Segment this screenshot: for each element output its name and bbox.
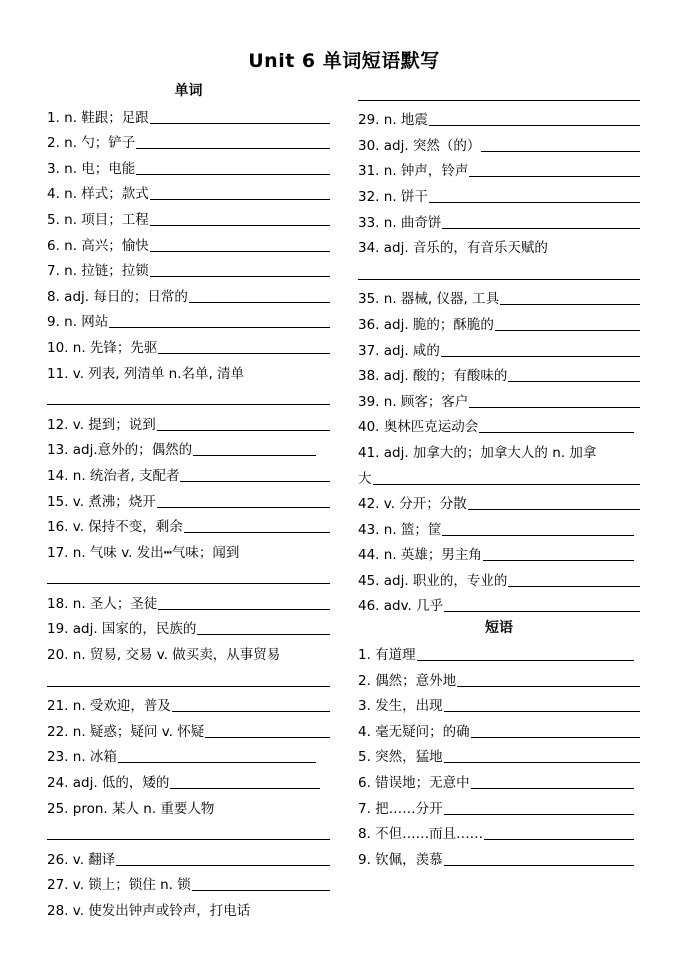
vocab-prompt: 11. v. 列表, 列清单 n.名单, 清单 <box>47 365 245 382</box>
vocab-item <box>358 208 640 234</box>
vocab-prompt: 13. adj.意外的；偶然的 <box>47 442 193 459</box>
answer-continuation-line <box>47 820 330 846</box>
vocab-item <box>358 413 640 439</box>
vocab-item <box>358 640 640 666</box>
vocab-prompt: 24. adj. 低的，矮的 <box>47 775 170 792</box>
answer-blank-line[interactable] <box>444 611 640 612</box>
vocab-item <box>47 461 330 487</box>
vocab-prompt: 45. adj. 职业的，专业的 <box>358 572 508 589</box>
answer-blank-line[interactable] <box>468 509 640 510</box>
answer-blank-line[interactable] <box>192 890 330 891</box>
vocab-prompt: 7. 把……分开 <box>358 800 443 817</box>
answer-blank-line[interactable] <box>172 711 330 712</box>
answer-blank-line[interactable] <box>471 788 634 789</box>
vocab-prompt: 28. v. 使发出钟声或铃声，打电话 <box>47 903 251 919</box>
vocab-item <box>358 592 640 618</box>
vocab-item <box>358 131 640 157</box>
vocab-item <box>47 640 330 666</box>
vocab-item <box>358 285 640 311</box>
vocab-prompt: 4. 毫无疑问；的确 <box>358 723 470 740</box>
answer-blank-line[interactable] <box>469 176 640 177</box>
vocab-item <box>47 768 330 794</box>
vocab-item <box>47 589 330 615</box>
answer-blank-line[interactable] <box>417 660 634 661</box>
vocab-item <box>47 538 330 564</box>
vocab-prompt: 40. 奥林匹克运动会 <box>358 419 479 436</box>
answer-continuation-line <box>358 80 640 106</box>
vocab-prompt: 3. n. 电；电能 <box>47 160 136 177</box>
answer-blank-line[interactable] <box>483 560 634 561</box>
vocab-prompt: 39. n. 顾客；客户 <box>358 393 469 410</box>
vocab-prompt: 大 <box>358 470 372 487</box>
answer-blank-line[interactable] <box>158 609 330 610</box>
vocab-item <box>358 490 640 516</box>
vocab-item <box>358 566 640 592</box>
vocab-prompt: 42. v. 分开；分散 <box>358 496 467 513</box>
vocab-prompt: 18. n. 圣人；圣徒 <box>47 595 158 612</box>
vocab-item <box>47 487 330 513</box>
vocab-prompt: 23. n. 冰箱 <box>47 749 117 766</box>
vocab-prompt: 25. pron. 某人 n. 重要人物 <box>47 800 215 817</box>
vocab-prompt: 8. 不但……而且…… <box>358 826 484 843</box>
vocab-item <box>47 692 330 718</box>
answer-blank-line[interactable] <box>444 814 634 815</box>
vocab-item <box>358 666 640 692</box>
left-row-list <box>47 103 330 922</box>
vocab-item <box>358 234 640 260</box>
page-title: Unit 6 单词短语默写 <box>248 50 440 72</box>
answer-blank-line[interactable] <box>442 228 640 229</box>
answer-blank-line[interactable] <box>481 151 640 152</box>
vocab-prompt: 44. n. 英雄；男主角 <box>358 547 482 564</box>
answer-blank-line[interactable] <box>444 762 640 763</box>
vocab-item <box>47 359 330 385</box>
vocab-item <box>47 180 330 206</box>
vocab-prompt: 29. n. 地震 <box>358 112 428 129</box>
vocab-item <box>47 231 330 257</box>
answer-blank-line[interactable] <box>150 225 330 226</box>
vocab-item <box>358 515 640 541</box>
vocab-prompt: 12. v. 提到；说到 <box>47 416 156 433</box>
vocab-item <box>47 257 330 283</box>
vocab-item <box>47 436 330 462</box>
vocab-item <box>47 871 330 897</box>
words-column-right <box>358 80 640 871</box>
vocab-item <box>47 154 330 180</box>
vocab-prompt: 7. n. 拉链；拉锁 <box>47 263 149 280</box>
answer-blank-line[interactable] <box>136 174 330 175</box>
vocab-item <box>358 157 640 183</box>
vocab-prompt: 32. n. 饼干 <box>358 188 428 205</box>
answer-blank-line[interactable] <box>444 865 634 866</box>
vocab-item <box>47 308 330 334</box>
section-heading-words: 单词 <box>174 83 203 99</box>
vocab-prompt: 27. v. 锁上；锁住 n. 锁 <box>47 877 191 894</box>
answer-blank-line[interactable] <box>444 711 640 712</box>
answer-blank-line[interactable] <box>457 686 640 687</box>
answer-blank-line[interactable] <box>500 304 640 305</box>
vocab-prompt: 17. n. 气味 v. 发出┅气味；闻到 <box>47 544 240 561</box>
answer-blank-line[interactable] <box>495 330 640 331</box>
answer-blank-line[interactable] <box>150 199 330 200</box>
vocab-item <box>47 205 330 231</box>
vocab-item <box>47 513 330 539</box>
vocab-prompt: 21. n. 受欢迎，普及 <box>47 698 171 715</box>
answer-continuation-line <box>358 259 640 285</box>
vocab-prompt: 33. n. 曲奇饼 <box>358 214 442 231</box>
answer-blank-line[interactable] <box>157 430 330 431</box>
vocab-prompt: 6. n. 高兴；愉快 <box>47 237 149 254</box>
section-heading-phrases: 短语 <box>485 620 513 637</box>
vocab-item <box>358 336 640 362</box>
vocab-prompt: 37. adj. 咸的 <box>358 342 440 359</box>
vocab-prompt: 8. adj. 每日的；日常的 <box>47 288 188 305</box>
vocab-item <box>47 743 330 769</box>
vocab-item <box>47 794 330 820</box>
vocab-item <box>358 310 640 336</box>
answer-blank-line[interactable] <box>441 356 640 357</box>
answer-blank-line[interactable] <box>109 327 330 328</box>
answer-blank-line[interactable] <box>47 404 330 405</box>
vocab-item <box>358 692 640 718</box>
answer-blank-line[interactable] <box>469 407 640 408</box>
answer-blank-line[interactable] <box>136 148 330 149</box>
vocab-prompt: 36. adj. 脆的；酥脆的 <box>358 316 494 333</box>
vocab-prompt: 5. 突然，猛地 <box>358 749 443 766</box>
vocab-item <box>358 743 640 769</box>
vocab-item <box>358 845 640 871</box>
vocab-prompt: 9. 钦佩，羡慕 <box>358 851 443 868</box>
vocab-prompt: 10. n. 先锋；先驱 <box>47 339 158 356</box>
answer-continuation-line <box>47 385 330 411</box>
answer-blank-line[interactable] <box>471 737 640 738</box>
vocab-prompt: 46. adv. 几乎 <box>358 598 444 615</box>
vocab-prompt: 30. adj. 突然（的） <box>358 137 481 154</box>
vocab-prompt: 4. n. 样式；款式 <box>47 186 149 203</box>
vocab-item <box>47 282 330 308</box>
answer-blank-line[interactable] <box>170 788 320 789</box>
vocab-prompt: 34. adj. 音乐的，有音乐天赋的 <box>358 240 548 257</box>
vocab-prompt: 9. n. 网站 <box>47 314 109 331</box>
answer-blank-line[interactable] <box>47 839 330 840</box>
answer-blank-line[interactable] <box>157 507 330 508</box>
vocab-item <box>358 438 640 464</box>
vocab-item <box>358 717 640 743</box>
answer-blank-line[interactable] <box>429 125 640 126</box>
answer-blank-line[interactable] <box>373 484 641 485</box>
vocab-prompt: 20. n. 贸易, 交易 v. 做买卖，从事贸易 <box>47 647 281 664</box>
vocab-item <box>358 794 640 820</box>
vocab-item <box>47 333 330 359</box>
answer-blank-line[interactable] <box>150 123 330 124</box>
answer-blank-line[interactable] <box>358 100 640 101</box>
answer-continuation-line <box>47 564 330 590</box>
answer-blank-line[interactable] <box>184 532 330 533</box>
words-column-left <box>47 80 330 922</box>
vocab-prompt: 16. v. 保持不变，剩余 <box>47 519 183 536</box>
vocab-item <box>358 820 640 846</box>
vocab-prompt: 3. 发生，出现 <box>358 698 443 715</box>
vocab-prompt: 2. n. 勺；铲子 <box>47 135 136 152</box>
answer-blank-line[interactable] <box>116 865 330 866</box>
answer-blank-line[interactable] <box>47 583 330 584</box>
answer-blank-line[interactable] <box>197 634 330 635</box>
vocab-item <box>358 464 640 490</box>
vocab-prompt: 6. 错误地；无意中 <box>358 775 470 792</box>
vocab-item <box>358 106 640 132</box>
vocab-item <box>358 387 640 413</box>
answer-blank-line[interactable] <box>429 202 640 203</box>
answer-blank-line[interactable] <box>442 535 634 536</box>
answer-continuation-line <box>47 666 330 692</box>
answer-blank-line[interactable] <box>193 455 316 456</box>
answer-blank-line[interactable] <box>484 839 634 840</box>
vocab-item <box>47 896 330 922</box>
vocab-prompt: 43. n. 篮；筐 <box>358 521 442 538</box>
answer-blank-line[interactable] <box>180 481 330 482</box>
answer-blank-line[interactable] <box>508 381 640 382</box>
vocab-prompt: 1. 有道理 <box>358 647 416 664</box>
vocab-prompt: 5. n. 项目；工程 <box>47 211 149 228</box>
vocab-prompt: 31. n. 钟声，铃声 <box>358 163 469 180</box>
vocab-prompt: 19. adj. 国家的，民族的 <box>47 621 197 638</box>
vocab-item <box>47 615 330 641</box>
vocab-item <box>47 410 330 436</box>
vocab-item <box>358 362 640 388</box>
vocab-prompt: 1. n. 鞋跟；足跟 <box>47 109 149 126</box>
answer-blank-line[interactable] <box>118 762 316 763</box>
answer-blank-line[interactable] <box>479 432 634 433</box>
vocab-item <box>358 541 640 567</box>
answer-blank-line[interactable] <box>150 276 330 277</box>
answer-blank-line[interactable] <box>158 353 330 354</box>
answer-blank-line[interactable] <box>150 251 330 252</box>
vocab-item <box>358 182 640 208</box>
vocab-prompt: 22. n. 疑惑；疑问 v. 怀疑 <box>47 723 205 740</box>
answer-blank-line[interactable] <box>47 686 330 687</box>
vocab-prompt: 35. n. 器械, 仪器, 工具 <box>358 291 500 308</box>
vocab-prompt: 2. 偶然；意外地 <box>358 672 457 689</box>
vocab-item <box>358 768 640 794</box>
vocab-item <box>47 845 330 871</box>
vocab-prompt: 15. v. 煮沸；烧开 <box>47 493 156 510</box>
vocab-prompt: 41. adj. 加拿大的；加拿大人的 n. 加拿 <box>358 444 597 461</box>
answer-blank-line[interactable] <box>205 737 330 738</box>
vocab-item <box>47 103 330 129</box>
answer-blank-line[interactable] <box>358 279 640 280</box>
vocab-prompt: 26. v. 翻译 <box>47 851 116 868</box>
vocab-item <box>47 717 330 743</box>
answer-blank-line[interactable] <box>189 302 330 303</box>
vocab-prompt: 38. adj. 酸的；有酸味的 <box>358 368 508 385</box>
right-row-list <box>358 80 640 617</box>
vocab-prompt: 14. n. 统治者, 支配者 <box>47 467 180 484</box>
answer-blank-line[interactable] <box>508 586 640 587</box>
vocab-item <box>47 129 330 155</box>
phrase-row-list <box>358 640 640 870</box>
